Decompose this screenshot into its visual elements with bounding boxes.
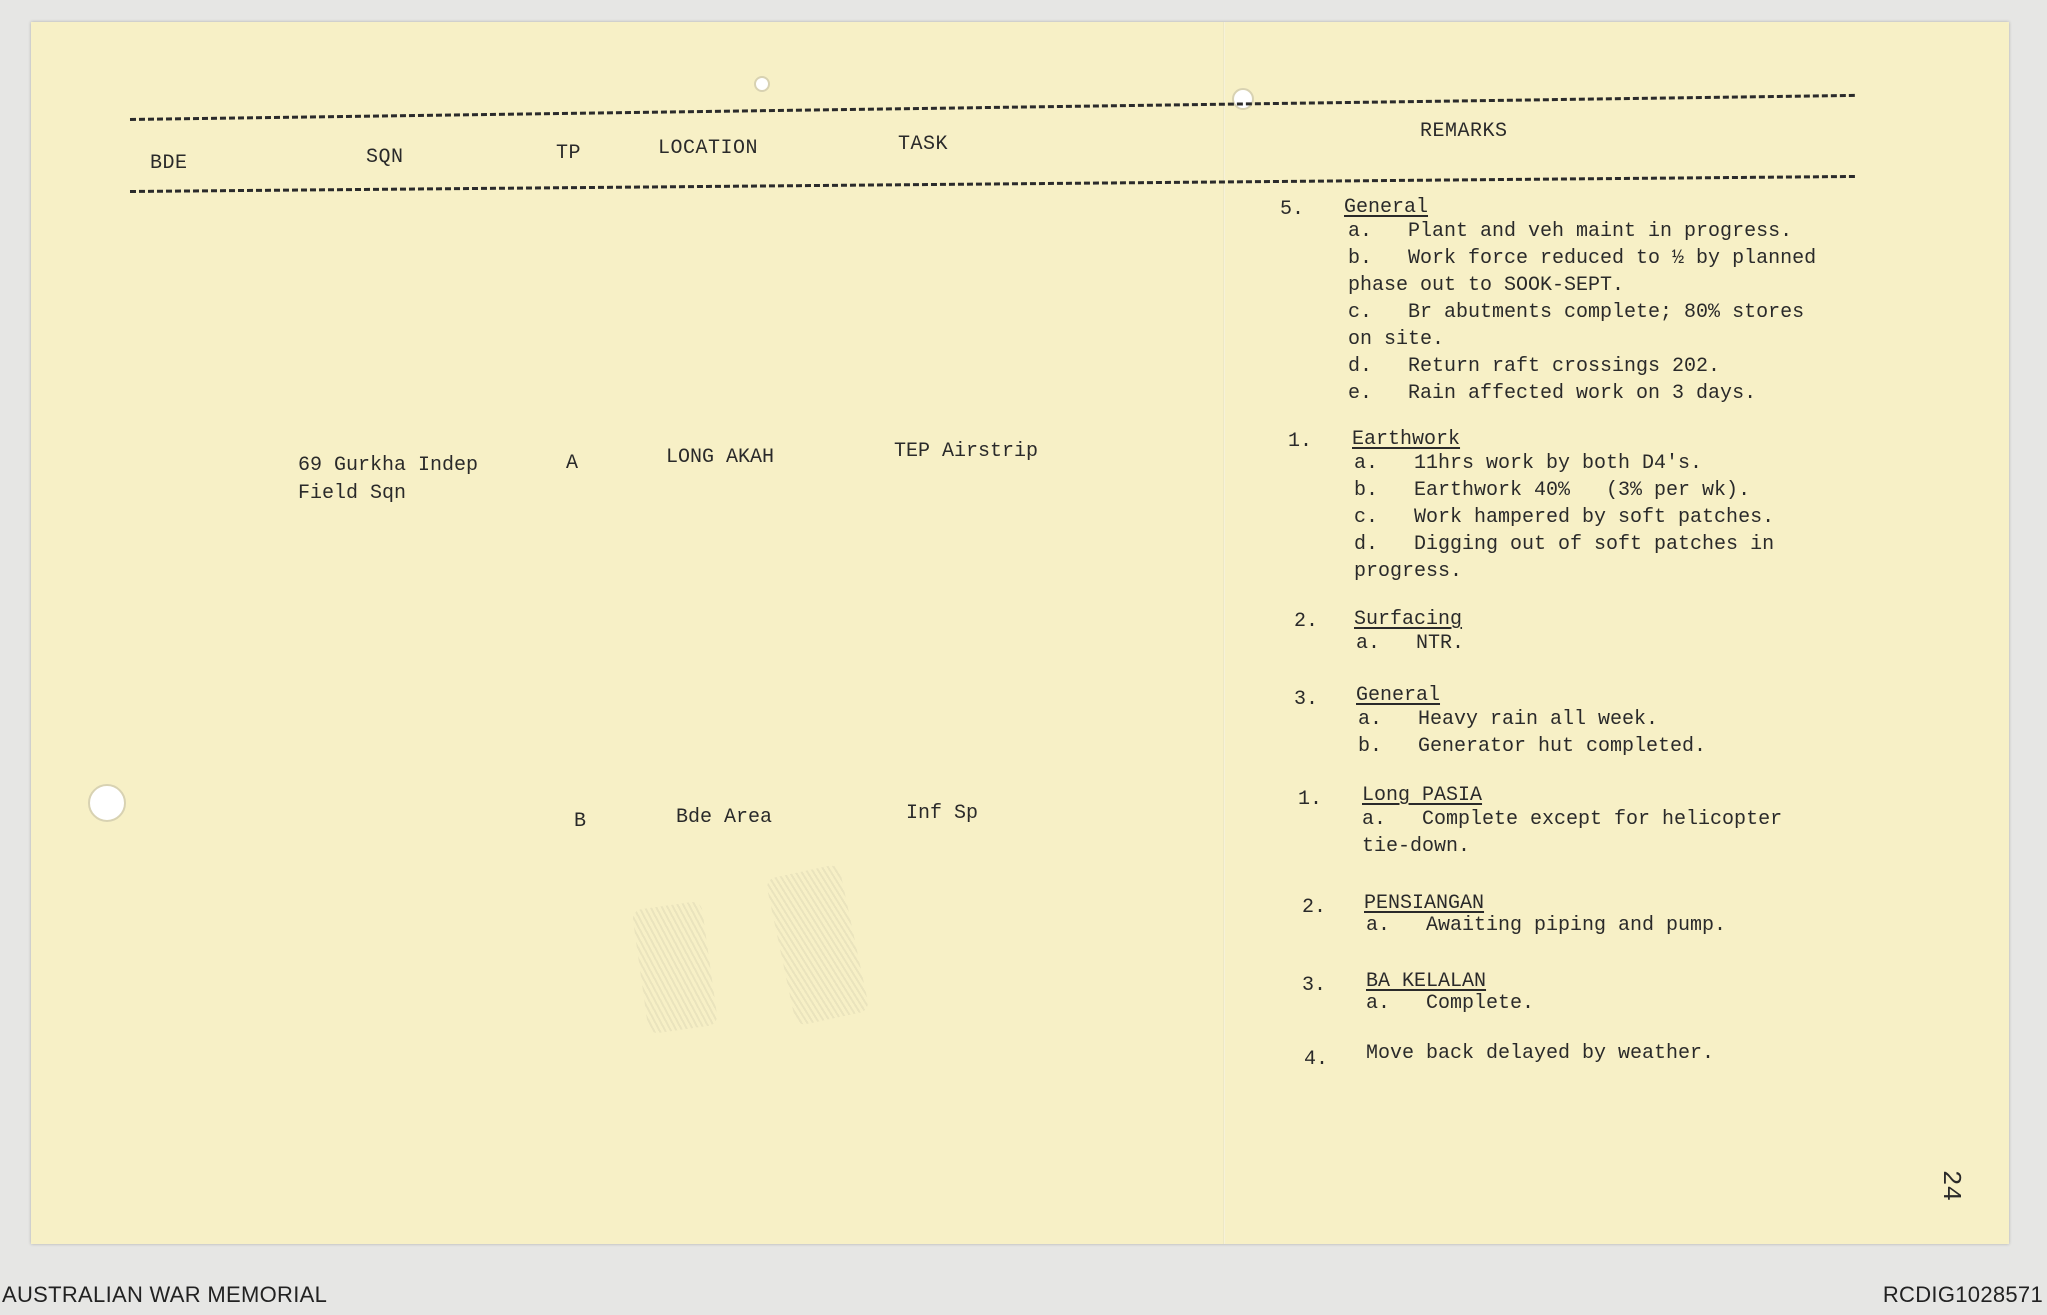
remark-line: a. NTR.	[1356, 632, 1465, 655]
remark-a3-number: 3.	[1294, 688, 1319, 711]
remark-line: b. Earthwork 40% (3% per wk).	[1354, 479, 1751, 502]
header-bde: BDE	[150, 152, 188, 175]
remark-b4-lines	[1366, 1040, 1714, 1067]
remark-line: a. Awaiting piping and pump.	[1366, 914, 1727, 937]
remark-line: a. Heavy rain all week.	[1358, 708, 1659, 731]
remark-line: a. Complete.	[1366, 992, 1535, 1015]
header-remarks: REMARKS	[1420, 120, 1508, 143]
remark-b3-number: 3.	[1302, 974, 1327, 997]
remark-line: b. Work force reduced to ½ by planned	[1348, 247, 1817, 270]
remark-line: progress.	[1354, 560, 1463, 583]
entry-a-tp: A	[566, 452, 579, 475]
remark-b2-heading: PENSIANGAN	[1364, 892, 1485, 915]
remark-line: c. Br abutments complete; 80% stores	[1348, 301, 1805, 324]
unit-name-line2: Field Sqn	[298, 482, 407, 505]
entry-b-location: Bde Area	[676, 806, 773, 829]
entry-a-task: TEP Airstrip	[894, 440, 1039, 463]
header-sqn: SQN	[366, 146, 404, 169]
remark-a1-heading: Earthwork	[1352, 428, 1461, 451]
remark-top-number: 5.	[1280, 198, 1305, 221]
remark-top-heading: General	[1344, 196, 1429, 219]
entry-b-tp: B	[574, 810, 587, 833]
remark-b1-lines	[1362, 806, 1782, 860]
remark-b4-number: 4.	[1304, 1048, 1329, 1071]
entry-b-task: Inf Sp	[906, 802, 979, 825]
remark-line: tie-down.	[1362, 835, 1471, 858]
remark-b3-heading: BA KELALAN	[1366, 970, 1487, 993]
remark-b1-heading: Long PASIA	[1362, 784, 1483, 807]
remark-line: a. Plant and veh maint in progress.	[1348, 220, 1793, 243]
header-location: LOCATION	[658, 137, 759, 160]
remark-a2-number: 2.	[1294, 610, 1319, 633]
header-tp: TP	[556, 142, 582, 165]
header-task: TASK	[898, 133, 949, 156]
remark-line: Move back delayed by weather.	[1366, 1042, 1715, 1065]
unit-name-line1: 69 Gurkha Indep	[298, 454, 479, 477]
remark-line: c. Work hampered by soft patches.	[1354, 506, 1775, 529]
remark-a2-lines	[1356, 630, 1464, 657]
remark-line: phase out to SOOK-SEPT.	[1348, 274, 1625, 297]
remark-a3-heading: General	[1356, 684, 1441, 707]
remark-a1-lines	[1354, 450, 1774, 585]
page-fold	[1223, 22, 1225, 1244]
remark-line: a. 11hrs work by both D4's.	[1354, 452, 1703, 475]
punch-hole-left	[88, 784, 126, 822]
remark-b3-lines	[1366, 990, 1534, 1017]
remark-b2-lines	[1366, 912, 1726, 939]
remark-b2-number: 2.	[1302, 896, 1327, 919]
remark-top-lines	[1348, 218, 1816, 407]
remark-a2-heading: Surfacing	[1354, 608, 1463, 631]
remark-line: d. Return raft crossings 202.	[1348, 355, 1721, 378]
remark-line: b. Generator hut completed.	[1358, 735, 1707, 758]
punch-hole-top	[754, 76, 770, 92]
footer-left-label: AUSTRALIAN WAR MEMORIAL	[2, 1282, 328, 1307]
footer-right-label: RCDIG1028571	[1882, 1282, 2043, 1307]
page-number: 24	[1936, 1169, 1967, 1202]
entry-a-location: LONG AKAH	[666, 446, 775, 469]
punch-hole-center	[1232, 88, 1254, 110]
remark-b1-number: 1.	[1298, 788, 1323, 811]
remark-line: on site.	[1348, 328, 1445, 351]
remark-line: d. Digging out of soft patches in	[1354, 533, 1775, 556]
remark-line: e. Rain affected work on 3 days.	[1348, 382, 1757, 405]
remark-a1-number: 1.	[1288, 430, 1313, 453]
remark-line: a. Complete except for helicopter	[1362, 808, 1783, 831]
remark-a3-lines	[1358, 706, 1706, 760]
